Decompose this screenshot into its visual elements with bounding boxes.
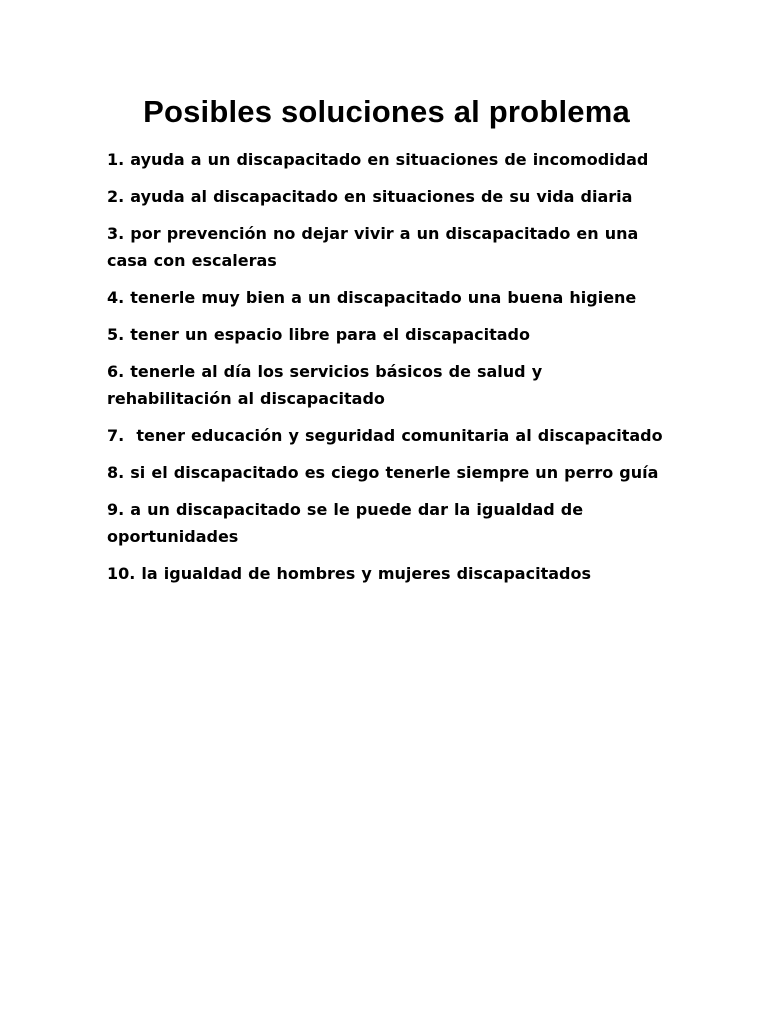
list-item: 7. tener educación y seguridad comunitaria al discapacitado	[107, 426, 663, 445]
list-item: 9. a un discapacitado se le puede dar la igualdad de oportunidades	[107, 500, 590, 546]
list-item: 4. tenerle muy bien a un discapacitado una buena higiene	[107, 288, 637, 307]
list-item: 3. por prevención no dejar vivir a un discapacitado en una casa con escaleras	[107, 224, 645, 270]
solutions-list	[107, 146, 672, 587]
list-item: 8. si el discapacitado es ciego tenerle siempre un perro guía	[107, 463, 659, 482]
list-item: 1. ayuda a un discapacitado en situaciones de incomodidad	[107, 150, 649, 169]
document-title: Posibles soluciones al problema	[143, 94, 630, 129]
list-item: 6. tenerle al día los servicios básicos de salud y rehabilitación al discapacitado	[107, 362, 549, 408]
list-item: 2. ayuda al discapacitado en situaciones de su vida diaria	[107, 187, 633, 206]
list-item: 5. tener un espacio libre para el discapacitado	[107, 325, 530, 344]
list-item: 10. la igualdad de hombres y mujeres discapacitados	[107, 564, 591, 583]
